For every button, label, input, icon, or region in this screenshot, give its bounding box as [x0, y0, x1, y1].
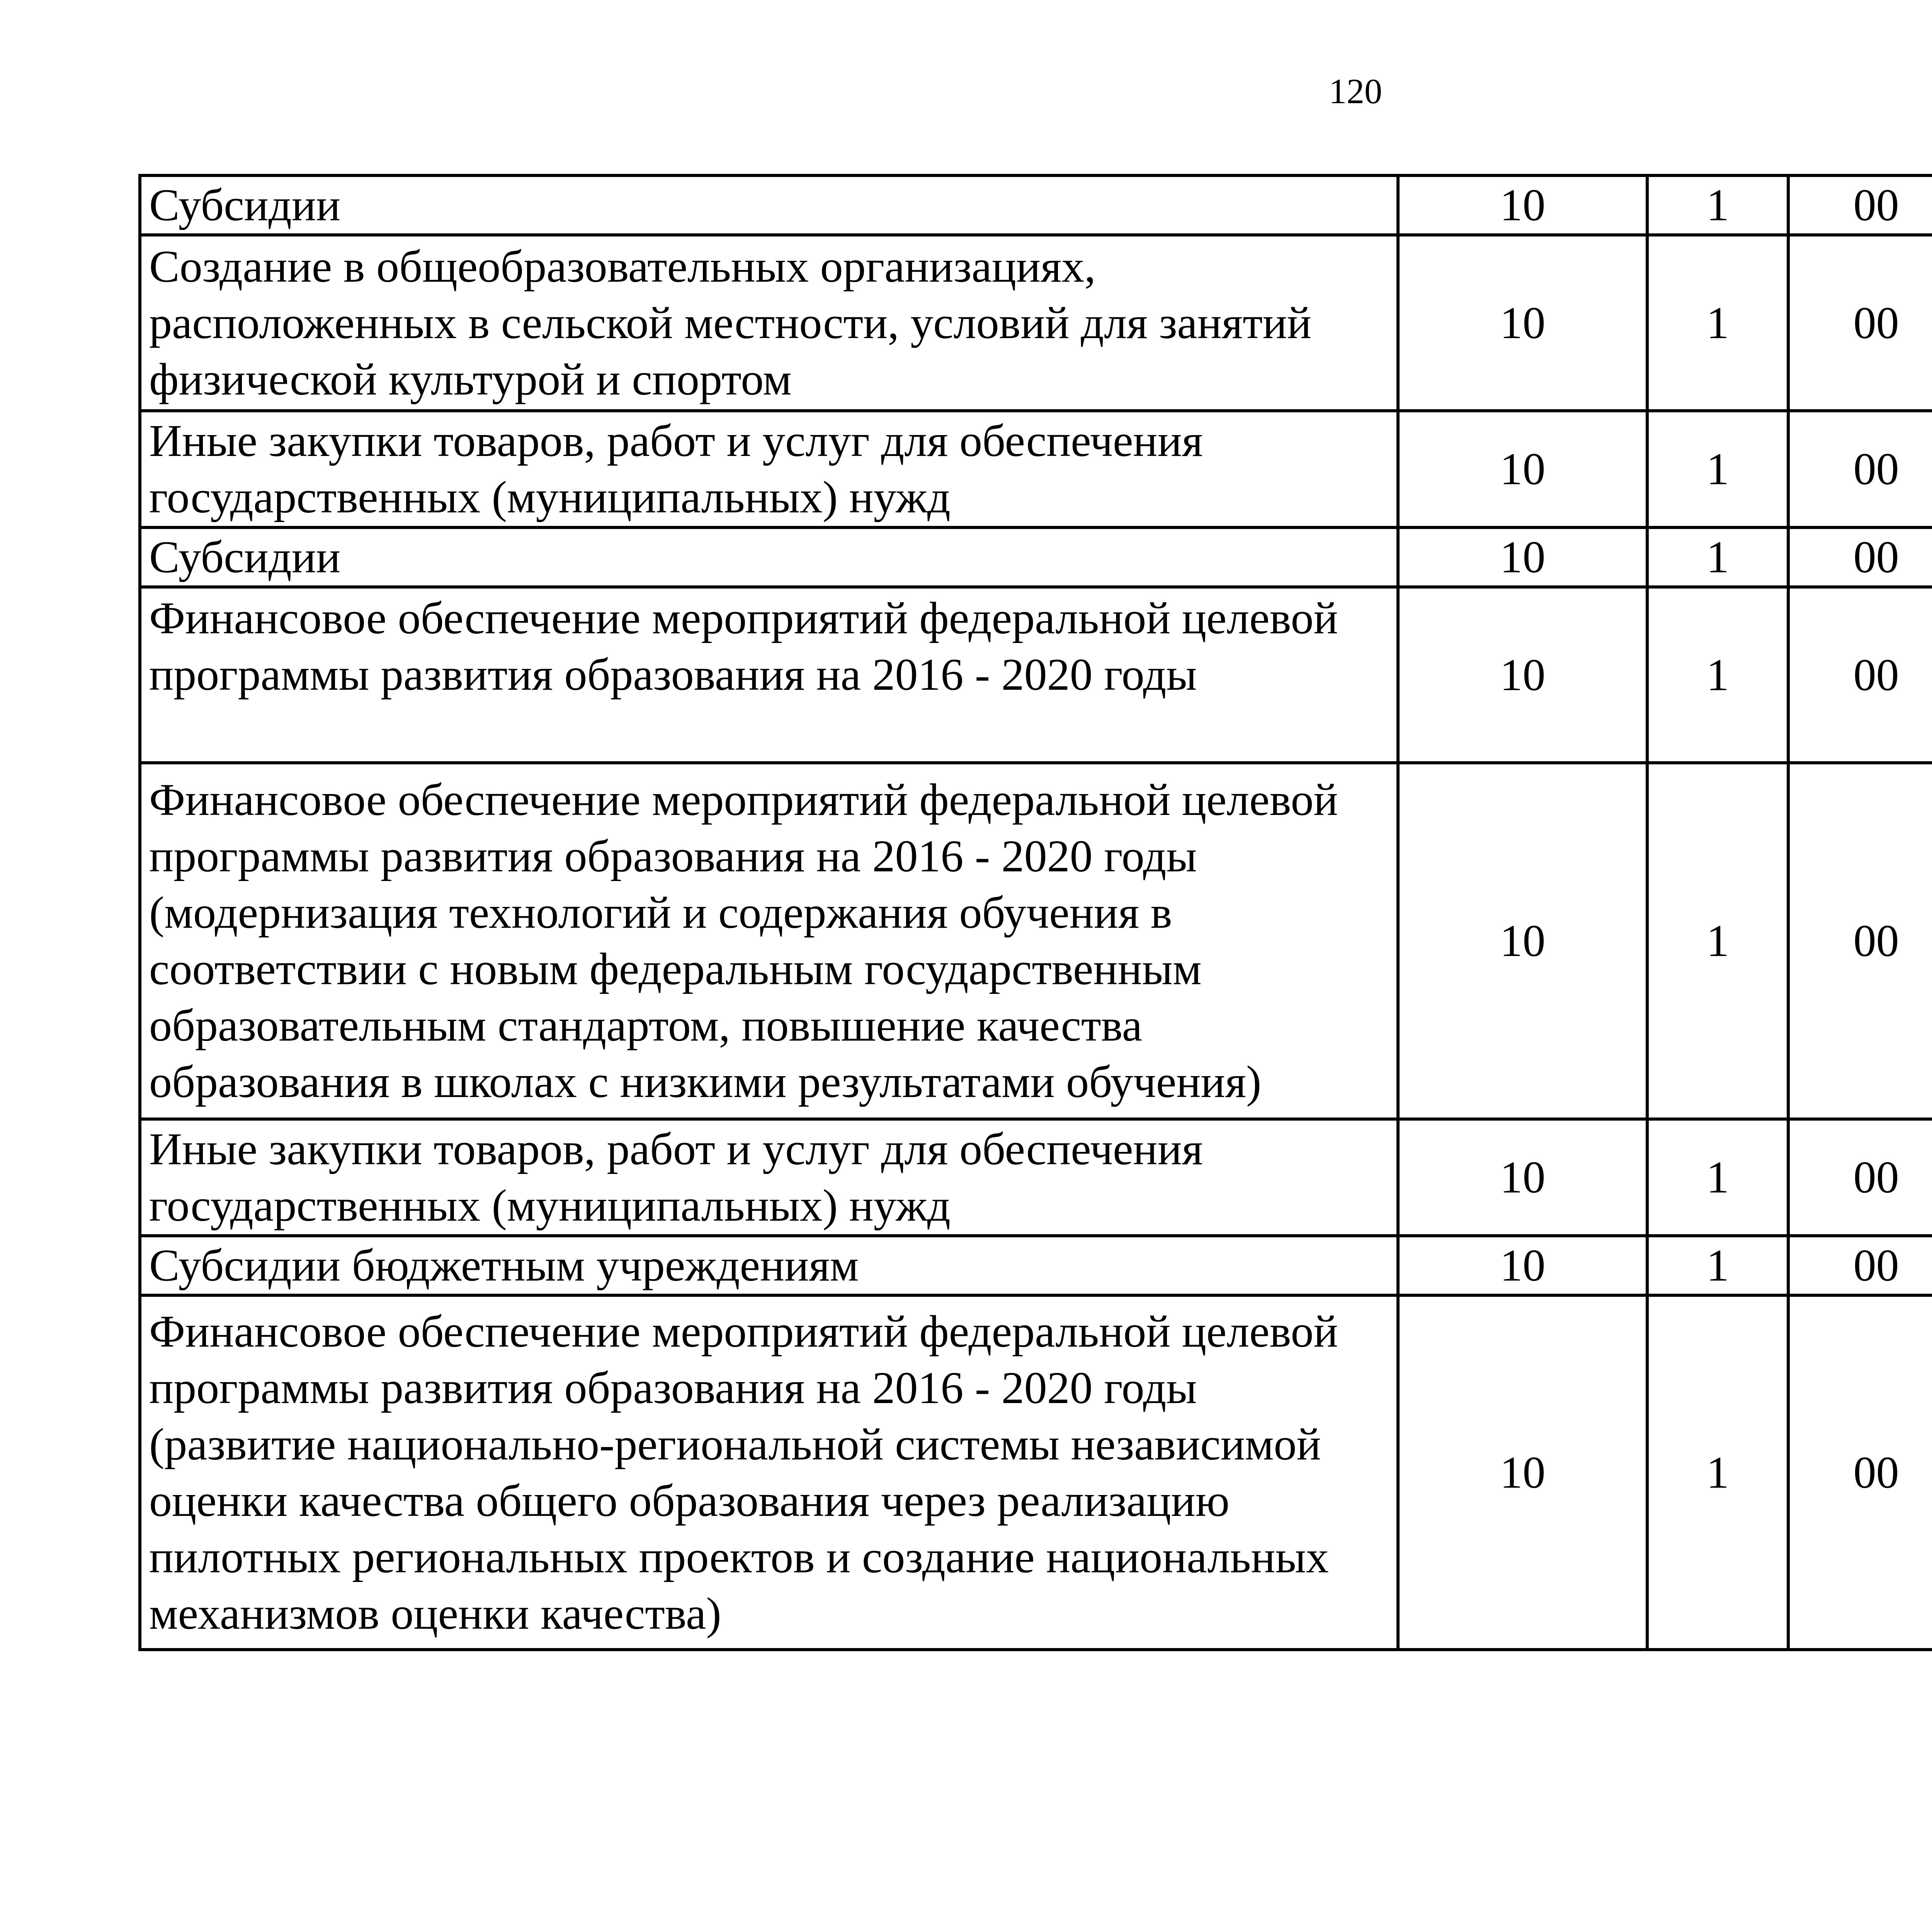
budget-table: [138, 174, 1932, 1651]
row-subsection: 1: [1647, 763, 1788, 1119]
row-section: 10: [1398, 1295, 1647, 1650]
row-subsection: 1: [1647, 1119, 1788, 1236]
table-row: [140, 175, 1932, 235]
page-number: 120: [1329, 71, 1382, 111]
row-subsection: 1: [1647, 235, 1788, 411]
row-section: 10: [1398, 411, 1647, 527]
row-program-code: 00: [1788, 1295, 1932, 1650]
table-row: [140, 1295, 1932, 1650]
row-program-code: 00: [1788, 175, 1932, 235]
row-section: 10: [1398, 1236, 1647, 1295]
table-row: [140, 763, 1932, 1119]
row-name: Субсидии: [140, 527, 1398, 587]
row-program-code: 00: [1788, 527, 1932, 587]
row-program-code: 00: [1788, 1119, 1932, 1236]
row-subsection: 1: [1647, 527, 1788, 587]
table-row: [140, 527, 1932, 587]
row-name: Субсидии: [140, 175, 1398, 235]
row-program-code: 00: [1788, 763, 1932, 1119]
row-program-code: 00: [1788, 1236, 1932, 1295]
row-subsection: 1: [1647, 587, 1788, 763]
row-section: 10: [1398, 235, 1647, 411]
row-name: Создание в общеобразовательных организациях, расположенных в сельской местности, условий для занятий физической культурой и спортом: [140, 235, 1398, 411]
row-subsection: 1: [1647, 175, 1788, 235]
row-section: 10: [1398, 527, 1647, 587]
row-name: Финансовое обеспечение мероприятий федеральной целевой программы развития образования на 2016 - 2020 годы (развитие национально-региональной системы независимой оценки качества общего образования через реализацию пилотных региональных проектов и создание национальных механизмов оценки качества): [140, 1295, 1398, 1650]
row-section: 10: [1398, 763, 1647, 1119]
row-name: Иные закупки товаров, работ и услуг для обеспечения государственных (муниципальных) нужд: [140, 411, 1398, 527]
table-row: [140, 1236, 1932, 1295]
row-name: Финансовое обеспечение мероприятий федеральной целевой программы развития образования на 2016 - 2020 годы: [140, 587, 1398, 763]
row-section: 10: [1398, 175, 1647, 235]
row-name: Субсидии бюджетным учреждениям: [140, 1236, 1398, 1295]
row-section: 10: [1398, 587, 1647, 763]
row-section: 10: [1398, 1119, 1647, 1236]
table-row: [140, 235, 1932, 411]
row-name: Иные закупки товаров, работ и услуг для обеспечения государственных (муниципальных) нужд: [140, 1119, 1398, 1236]
table-row: [140, 587, 1932, 763]
table-row: [140, 411, 1932, 527]
row-program-code: 00: [1788, 235, 1932, 411]
row-subsection: 1: [1647, 411, 1788, 527]
table-row: [140, 1119, 1932, 1236]
row-program-code: 00: [1788, 411, 1932, 527]
row-program-code: 00: [1788, 587, 1932, 763]
row-subsection: 1: [1647, 1295, 1788, 1650]
row-subsection: 1: [1647, 1236, 1788, 1295]
row-name: Финансовое обеспечение мероприятий федеральной целевой программы развития образования на 2016 - 2020 годы (модернизация технологий и содержания обучения в соответствии с новым федеральным государственным образовательным стандартом, повышение качества образования в школах с низкими результатами обучения): [140, 763, 1398, 1119]
